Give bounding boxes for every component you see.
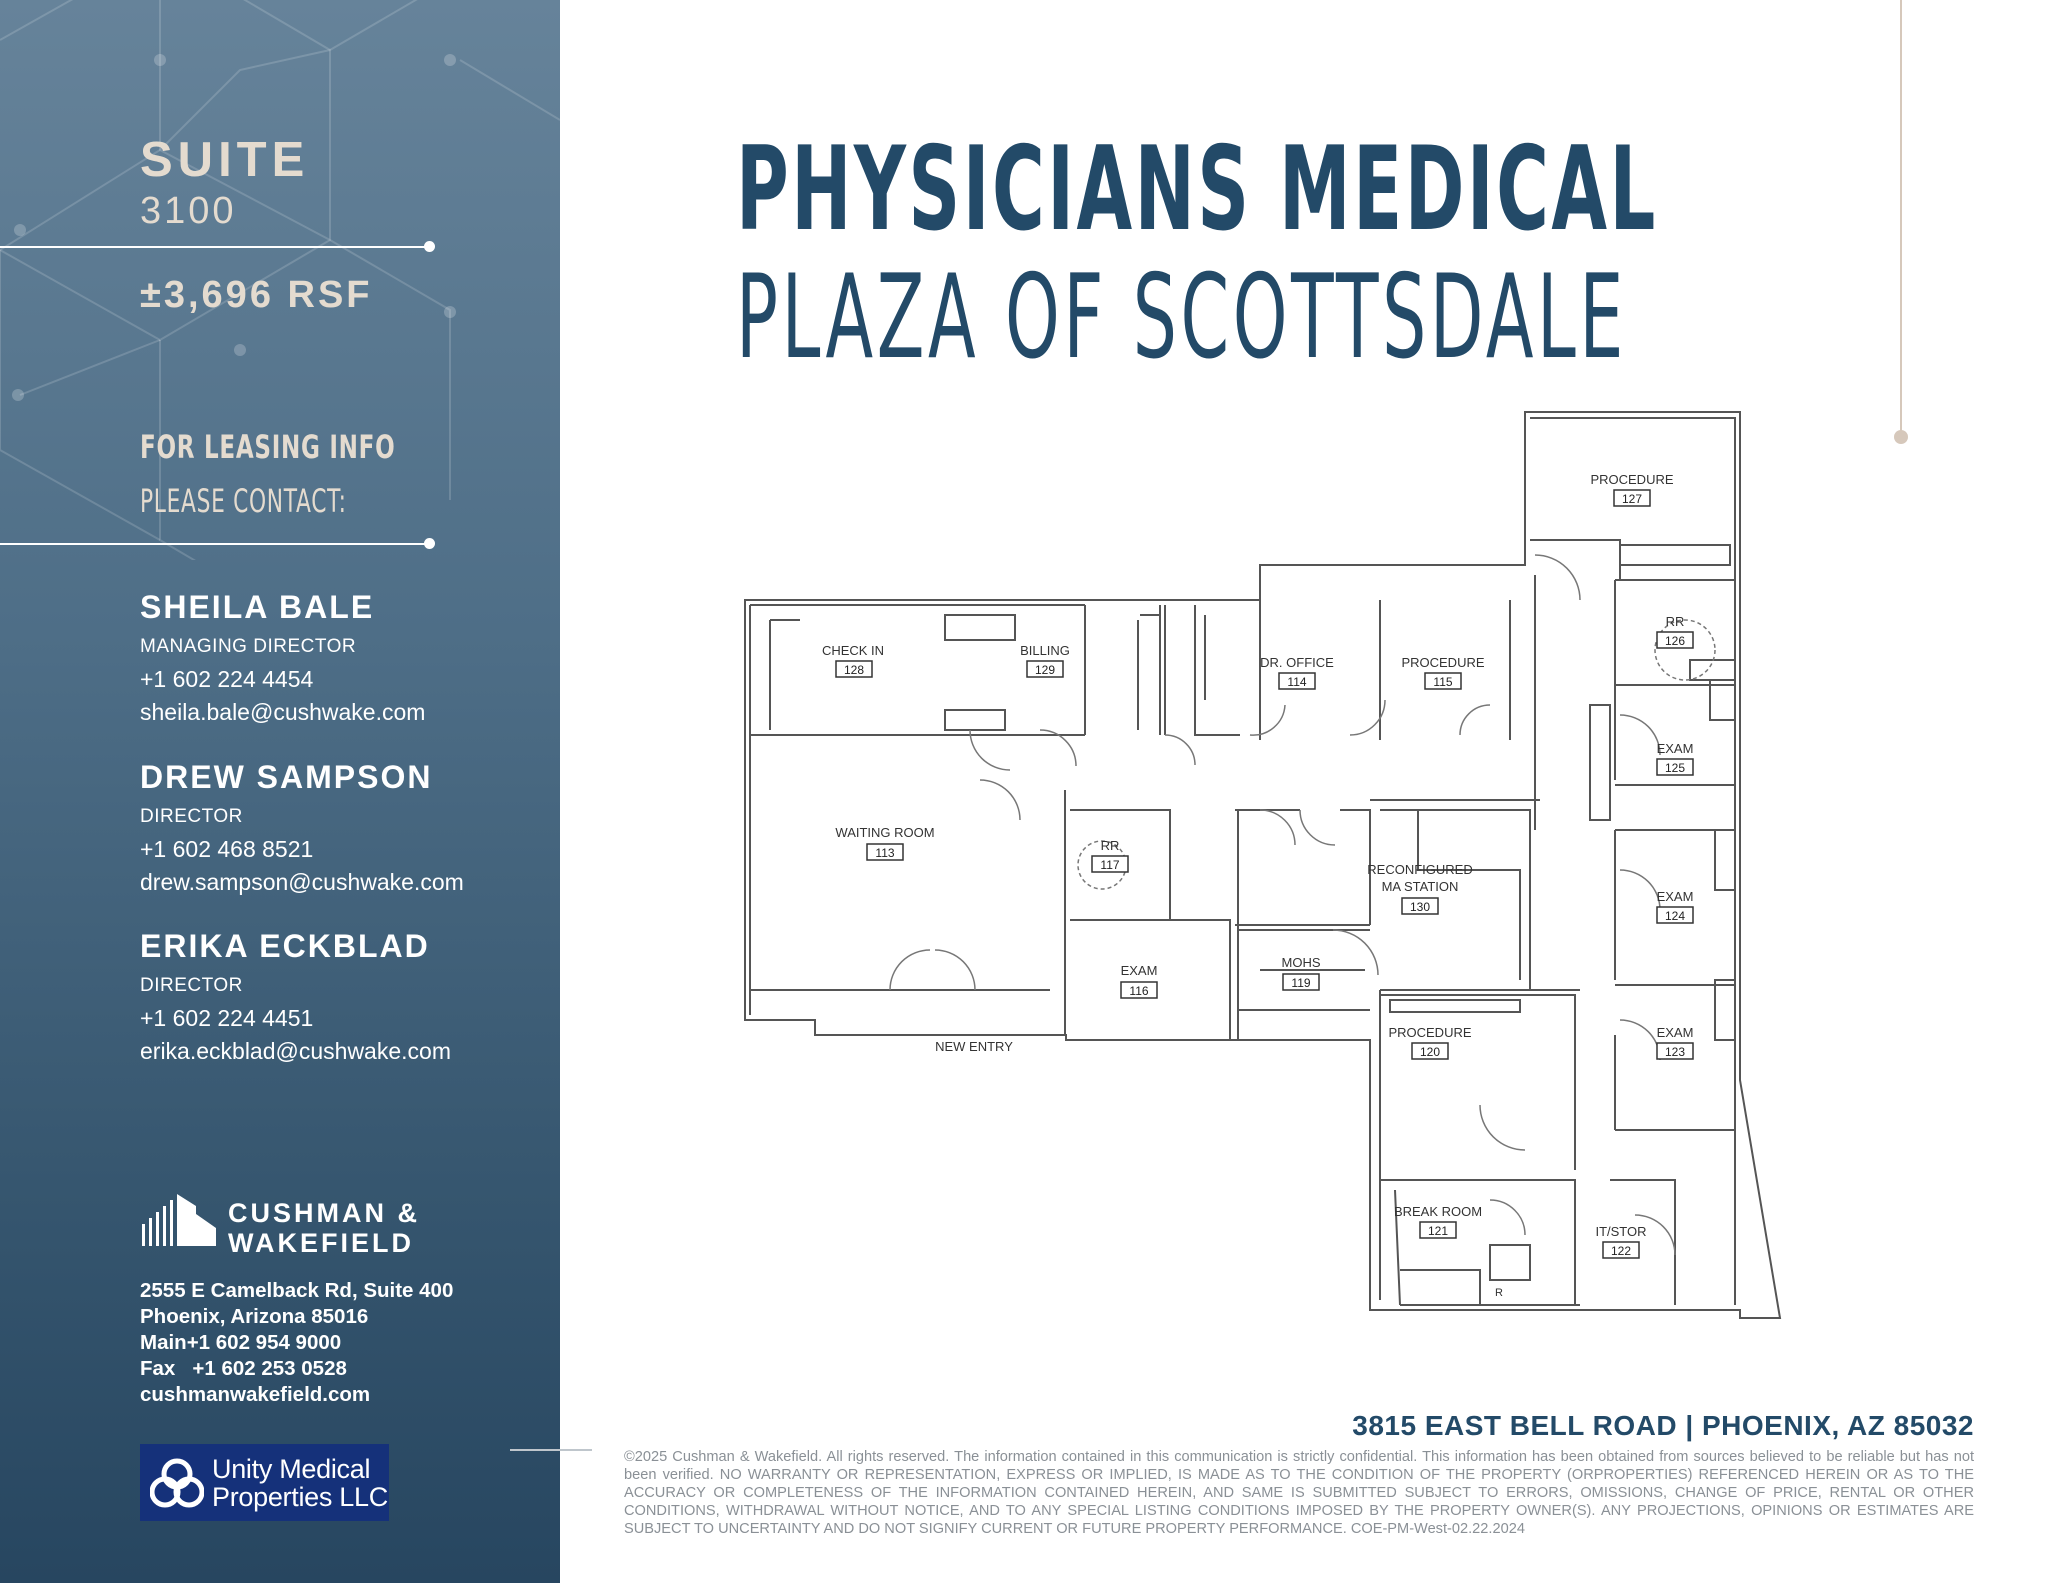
building-title-line-2: PLAZA OF SCOTTSDALE bbox=[736, 250, 1627, 385]
leasing-info-subheading: PLEASE CONTACT: bbox=[140, 482, 347, 520]
room-number: 114 bbox=[1287, 675, 1307, 689]
room-name: EXAM bbox=[1120, 963, 1158, 978]
room-number: 129 bbox=[1034, 663, 1056, 677]
unity-medical-logo bbox=[140, 1444, 389, 1521]
decorative-vertical-line bbox=[1900, 0, 1902, 432]
owner-line-2: Properties LLC bbox=[212, 1481, 388, 1512]
room-number: 125 bbox=[1664, 761, 1686, 775]
contact-phone[interactable]: +1 602 468 8521 bbox=[140, 836, 314, 862]
room-name: PROCEDURE bbox=[1590, 472, 1674, 487]
room-number: 120 bbox=[1419, 1045, 1441, 1059]
legal-disclaimer: ©2025 Cushman & Wakefield. All rights reserved. The information contained in this communication is strictly confidential. This information has been obtained from sources believed to be reliable but has not been verified. NO WARRANTY OR REPRESENTATION, EXPRESS OR IMPLIED, IS MADE AS TO THE CONDITION OF THE PROPERTY (ORPROPERTIES) REFERENCED HEREIN OR AS TO THE ACCURACY OR COMPLETENESS OF THE INFORMATION CONTAINED HEREIN, AND SAME IS SUBMITTED SUBJECT TO ERRORS, OMISSIONS, CHANGE OF PRICE, RENTAL OR OTHER CONDITIONS, WITHDRAWAL WITHOUT NOTICE, AND TO ANY SPECIAL LISTING CONDITIONS IMPOSED BY THE PROPERTY OWNER(S). ANY PROJECTIONS, OPINIONS OR ESTIMATES ARE SUBJECT TO UNCERTAINTY AND DO NOT SIGNIFY CURRENT OR FUTURE PROPERTY PERFORMANCE. COE-PM-West-02.22.2024 bbox=[624, 1449, 1974, 1537]
room-number: 113 bbox=[875, 846, 895, 860]
room-number: 119 bbox=[1291, 976, 1311, 990]
room-name: RR bbox=[1100, 838, 1120, 853]
room-number: 121 bbox=[1427, 1224, 1449, 1238]
address-main-phone: Main+1 602 954 9000 bbox=[140, 1331, 342, 1354]
room-name: CHECK IN bbox=[821, 643, 885, 658]
room-name: MA STATION bbox=[1381, 879, 1459, 894]
cushman-wakefield-logo-icon bbox=[140, 1190, 216, 1246]
room-number: 116 bbox=[1129, 984, 1149, 998]
contact-title: MANAGING DIRECTOR bbox=[140, 636, 357, 657]
contact-name: SHEILA BALE bbox=[140, 589, 375, 625]
divider-dot bbox=[424, 241, 435, 252]
brand-line-2: WAKEFIELD bbox=[228, 1228, 414, 1258]
rentable-square-feet: ±3,696 RSF bbox=[140, 274, 373, 316]
room-number: 115 bbox=[1433, 675, 1453, 689]
room-number: 128 bbox=[843, 663, 865, 677]
room-name: EXAM bbox=[1656, 1025, 1694, 1040]
room-number: 127 bbox=[1621, 492, 1643, 506]
contact-card bbox=[140, 589, 425, 726]
room-number: 123 bbox=[1664, 1045, 1686, 1059]
cushman-wakefield-logo bbox=[140, 1190, 420, 1258]
decorative-dot bbox=[1894, 430, 1908, 444]
fixture-label: R bbox=[1495, 1287, 1503, 1299]
contact-name: ERIKA ECKBLAD bbox=[140, 928, 430, 964]
building-title-line-1: PHYSICIANS MEDICAL bbox=[736, 122, 1658, 257]
property-address: 3815 EAST BELL ROAD | PHOENIX, AZ 85032 bbox=[1352, 1410, 1974, 1441]
new-entry-label: NEW ENTRY bbox=[935, 1039, 1013, 1054]
room-name: IT/STOR bbox=[1595, 1224, 1647, 1239]
contact-title: DIRECTOR bbox=[140, 975, 243, 996]
divider-dot bbox=[424, 538, 435, 549]
contact-card bbox=[140, 928, 451, 1065]
suite-number: 3100 bbox=[140, 190, 237, 232]
room-name: WAITING ROOM bbox=[835, 825, 935, 840]
contact-name: DREW SAMPSON bbox=[140, 759, 433, 795]
contact-email[interactable]: drew.sampson@cushwake.com bbox=[140, 869, 464, 895]
room-name: BREAK ROOM bbox=[1393, 1204, 1483, 1219]
contact-phone[interactable]: +1 602 224 4451 bbox=[140, 1005, 314, 1031]
room-number: 124 bbox=[1664, 909, 1686, 923]
room-number: 122 bbox=[1610, 1244, 1632, 1258]
disclaimer-divider bbox=[510, 1449, 592, 1451]
owner-line-1: Unity Medical bbox=[212, 1453, 371, 1484]
room-name: RR bbox=[1665, 614, 1685, 629]
room-name: PROCEDURE bbox=[1388, 1025, 1472, 1040]
room-number: 126 bbox=[1664, 634, 1686, 648]
brand-line-1: CUSHMAN & bbox=[228, 1198, 420, 1228]
floor-plan bbox=[740, 400, 1800, 1330]
address-website[interactable]: cushmanwakefield.com bbox=[140, 1383, 371, 1406]
contact-email[interactable]: sheila.bale@cushwake.com bbox=[140, 699, 426, 725]
divider bbox=[0, 543, 430, 545]
contact-card bbox=[140, 759, 464, 896]
room-name: EXAM bbox=[1656, 741, 1694, 756]
room-name: MOHS bbox=[1281, 955, 1321, 970]
room-number: 117 bbox=[1100, 858, 1120, 872]
contact-phone[interactable]: +1 602 224 4454 bbox=[140, 666, 314, 692]
leasing-info-heading: FOR LEASING INFO bbox=[140, 428, 396, 466]
suite-label: SUITE bbox=[140, 133, 310, 187]
room-name: BILLING bbox=[1020, 643, 1070, 658]
divider bbox=[0, 246, 430, 248]
room-name: PROCEDURE bbox=[1401, 655, 1485, 670]
office-address bbox=[140, 1278, 453, 1408]
room-name: DR. OFFICE bbox=[1260, 655, 1334, 670]
room-name: EXAM bbox=[1656, 889, 1694, 904]
room-name: RECONFIGURED bbox=[1367, 862, 1473, 877]
info-sidebar bbox=[0, 0, 560, 1583]
address-city: Phoenix, Arizona 85016 bbox=[140, 1305, 369, 1328]
contact-email[interactable]: erika.eckblad@cushwake.com bbox=[140, 1038, 451, 1064]
contact-title: DIRECTOR bbox=[140, 806, 243, 827]
unity-medical-emblem-icon bbox=[150, 1454, 204, 1512]
room-number: 130 bbox=[1409, 900, 1431, 914]
address-street: 2555 E Camelback Rd, Suite 400 bbox=[140, 1279, 454, 1302]
address-fax: Fax +1 602 253 0528 bbox=[140, 1357, 347, 1380]
